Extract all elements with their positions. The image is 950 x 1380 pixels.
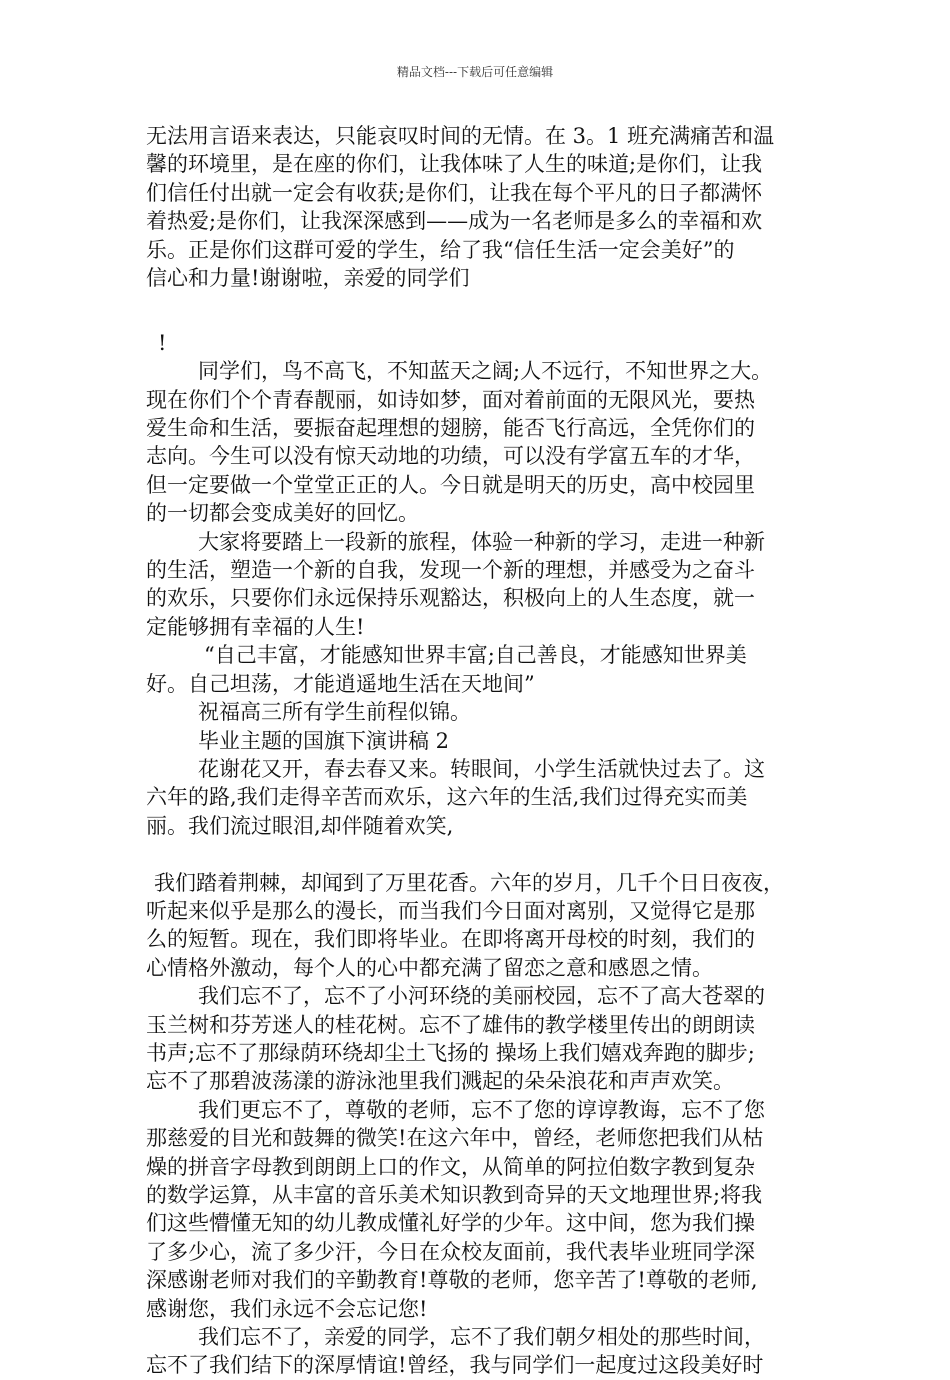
paragraph-5: 祝福高三所有学生前程似锦。 [198, 700, 471, 725]
page-header: 精品文档---下载后可任意编辑 [396, 65, 554, 79]
text-line: 感谢您，我们永远不会忘记您! [146, 1296, 428, 1321]
text-line: 深感谢老师对我们的辛勤教育!尊敬的老师，您辛苦了!尊敬的老师, [146, 1268, 758, 1293]
text-line: 忘不了我们结下的深厚情谊!曾经，我与同学们一起度过这段美好时 [146, 1353, 764, 1378]
text-line: 忘不了那碧波荡漾的游泳池里我们溅起的朵朵浪花和声声欢笑。 [146, 1069, 734, 1094]
text-line: 着热爱;是你们，让我深深感到——成为一名老师是多么的幸福和欢 [146, 209, 763, 234]
text-line: 书声;忘不了那绿荫环绕却尘土飞扬的 操场上我们嬉戏奔跑的脚步; [146, 1040, 755, 1065]
text-line: “自己丰富，才能感知世界丰富;自己善良，才能感知世界美 [204, 643, 747, 668]
text-line: 乐。正是你们这群可爱的学生，给了我“信任生活一定会美好”的 [146, 237, 735, 262]
text-line: 我们更忘不了，尊敬的老师，忘不了您的谆谆教诲，忘不了您 [198, 1097, 765, 1122]
text-line: 大家将要踏上一段新的旅程，体验一种新的学习，走进一种新 [198, 529, 765, 554]
paragraph-3 [146, 528, 822, 642]
text-line: 志向。今生可以没有惊天动地的功绩，可以没有学富五车的才华， [146, 444, 755, 469]
text-line: 好。自己坦荡，才能逍遥地生活在天地间” [146, 671, 535, 696]
text-line: 那慈爱的目光和鼓舞的微笑!在这六年中，曾经，老师您把我们从枯 [146, 1126, 764, 1151]
text-line: 我们忘不了，忘不了小河环绕的美丽校园，忘不了高大苍翠的 [198, 984, 765, 1009]
text-line: 信心和力量!谢谢啦，亲爱的同学们 [146, 266, 470, 291]
text-line: 们这些懵懂无知的幼儿教成懂礼好学的少年。这中间，您为我们操 [146, 1211, 755, 1236]
text-line: 现在你们个个青春靓丽，如诗如梦，面对着前面的无限风光，要热 [146, 387, 755, 412]
text-line: 玉兰树和芬芳迷人的桂花树。忘不了雄伟的教学楼里传出的朗朗读 [146, 1012, 755, 1037]
text-line: 丽。我们流过眼泪,却伴随着欢笑, [146, 813, 454, 838]
text-line: 听起来似乎是那么的漫长，而当我们今日面对离别，又觉得它是那 [146, 898, 755, 923]
text-line: 的一切都会变成美好的回忆。 [146, 501, 419, 526]
text-line: 我们踏着荆棘，却闻到了万里花香。六年的岁月，几千个日日夜夜， [154, 870, 784, 895]
text-line: 六年的路,我们走得辛苦而欢乐，这六年的生活,我们过得充实而美 [146, 785, 748, 810]
text-line: 馨的环境里，是在座的你们，让我体味了人生的味道;是你们，让我 [146, 152, 763, 177]
text-line: 无法用言语来表达，只能哀叹时间的无情。在 3。1 班充满痛苦和温 [146, 124, 775, 148]
text-line: 们信任付出就一定会有收获;是你们，让我在每个平凡的日子都满怀 [146, 180, 763, 205]
paragraph-7 [146, 755, 822, 840]
blank-line [146, 840, 822, 868]
paragraph-11 [146, 1323, 822, 1380]
text-line: 同学们，鸟不高飞，不知蓝天之阔;人不远行，不知世界之大。 [198, 359, 773, 384]
text-line: 花谢花又开，春去春又来。转眼间，小学生活就快过去了。这 [198, 756, 765, 781]
text-line: 爱生命和生活，要振奋起理想的翅膀，能否飞行高远，全凭你们的 [146, 416, 755, 441]
text-line: 么的短暂。现在，我们即将毕业。在即将离开母校的时刻，我们的 [146, 927, 755, 952]
paragraph-9 [146, 982, 822, 1096]
text-line: 我们忘不了，亲爱的同学，忘不了我们朝夕相处的那些时间， [198, 1325, 765, 1350]
document-body [146, 122, 822, 1380]
section-heading: 毕业主题的国旗下演讲稿 2 [198, 728, 450, 753]
paragraph-2 [146, 357, 822, 527]
paragraph-10 [146, 1096, 822, 1323]
text-line: 心情格外激动，每个人的心中都充满了留恋之意和感恩之情。 [146, 955, 713, 980]
paragraph-4-quote [146, 641, 822, 698]
paragraph-8 [146, 869, 822, 983]
text-line: 但一定要做一个堂堂正正的人。今日就是明天的历史，高中校园里 [146, 472, 755, 497]
text-line: 定能够拥有幸福的人生! [146, 614, 365, 639]
blank-line [146, 292, 822, 320]
exclamation-line: ! [158, 330, 167, 355]
text-line: 的生活，塑造一个新的自我，发现一个新的理想，并感受为之奋斗 [146, 558, 755, 583]
text-line: 的欢乐，只要你们永远保持乐观豁达，积极向上的人生态度，就一 [146, 586, 755, 611]
text-line: 燥的拼音字母教到朗朗上口的作文，从简单的阿拉伯数字教到复杂 [146, 1154, 755, 1179]
text-line: 的数学运算，从丰富的音乐美术知识教到奇异的天文地理世界;将我 [146, 1183, 763, 1207]
text-line: 了多少心，流了多少汗，今日在众校友面前，我代表毕业班同学深 [146, 1239, 755, 1264]
paragraph-1 [146, 122, 822, 292]
